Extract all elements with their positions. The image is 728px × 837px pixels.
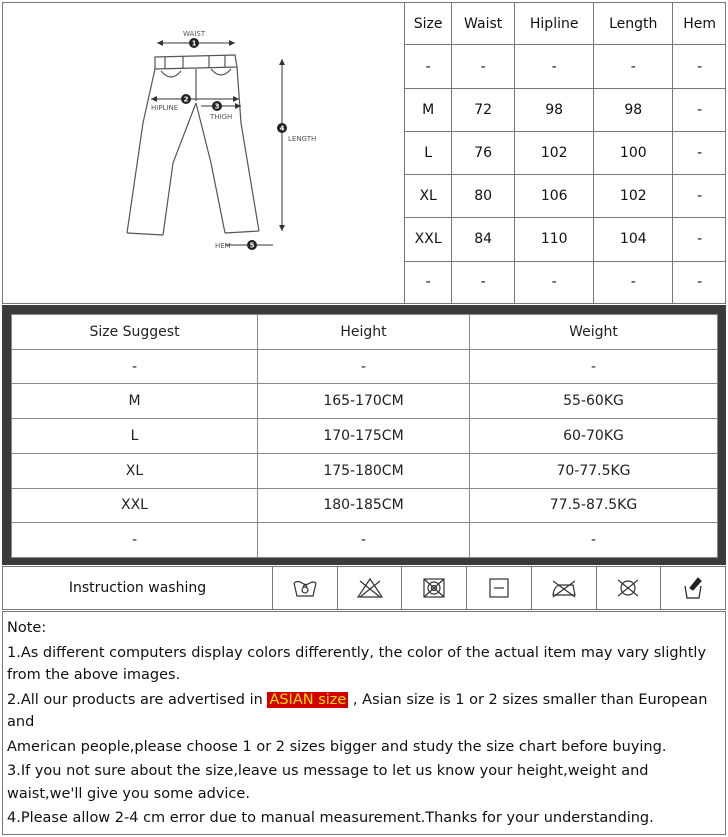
table-cell: - — [673, 218, 726, 261]
table-cell: 102 — [515, 131, 594, 174]
table-cell: - — [452, 261, 515, 303]
pants-measurement-diagram — [3, 3, 405, 303]
table-cell: 102 — [594, 175, 673, 218]
header-height: Height — [258, 315, 470, 350]
size-measurement-table — [405, 3, 726, 303]
table-cell: - — [258, 523, 470, 558]
no-tumble-dry-icon — [402, 567, 467, 609]
table-cell: 170-175CM — [258, 419, 470, 454]
header-size: Size — [405, 3, 452, 45]
table-row — [12, 488, 718, 523]
table-cell: M — [405, 88, 452, 131]
note-3: 3.If you not sure about the size,leave us message to let us know your height,weight and waist,we'll give you some advice. — [7, 763, 649, 802]
table-row — [405, 261, 726, 303]
marker-3: 3 — [214, 102, 220, 111]
table-cell: 100 — [594, 131, 673, 174]
washing-instructions-row — [2, 566, 726, 610]
no-bleach-icon — [338, 567, 403, 609]
header-size-suggest: Size Suggest — [12, 315, 258, 350]
line-dry-icon — [467, 567, 532, 609]
size-chart-panel — [2, 2, 726, 304]
table-cell: - — [515, 45, 594, 88]
table-cell: 70-77.5KG — [470, 453, 718, 488]
header-length: Length — [594, 3, 673, 45]
table-row — [405, 175, 726, 218]
table-cell: 60-70KG — [470, 419, 718, 454]
label-length: LENGTH — [288, 135, 317, 143]
no-dry-clean-icon — [597, 567, 662, 609]
table-cell: L — [405, 131, 452, 174]
table-cell: - — [594, 45, 673, 88]
table-row — [12, 419, 718, 454]
table-row — [405, 45, 726, 88]
hand-wash-icon — [273, 567, 338, 609]
size-suggest-frame — [11, 314, 718, 558]
table-cell: 77.5-87.5KG — [470, 488, 718, 523]
table-cell: L — [12, 419, 258, 454]
table-cell: - — [12, 523, 258, 558]
table-row — [405, 131, 726, 174]
table-cell: XL — [405, 175, 452, 218]
note-2-continued: American people,please choose 1 or 2 sizes bigger and study the size chart before buying. — [7, 738, 667, 755]
table-cell: M — [12, 384, 258, 419]
note-4: 4.Please allow 2-4 cm error due to manual measurement.Thanks for your understanding. — [7, 810, 654, 826]
table-cell: - — [594, 261, 673, 303]
table-cell: - — [405, 45, 452, 88]
no-iron-icon — [532, 567, 597, 609]
table-cell: - — [673, 88, 726, 131]
label-waist: WAIST — [183, 30, 206, 38]
header-hem: Hem — [673, 3, 726, 45]
notes-section — [2, 611, 726, 835]
table-header-row — [12, 315, 718, 350]
table-cell: 80 — [452, 175, 515, 218]
table-cell: 72 — [452, 88, 515, 131]
table-cell: 175-180CM — [258, 453, 470, 488]
marker-5: 5 — [249, 241, 255, 250]
table-cell: 76 — [452, 131, 515, 174]
table-cell: XXL — [12, 488, 258, 523]
size-suggest-table — [11, 314, 718, 558]
table-cell: - — [673, 261, 726, 303]
table-cell: - — [673, 45, 726, 88]
table-row — [405, 88, 726, 131]
washing-label: Instruction washing — [3, 567, 273, 609]
header-hipline: Hipline — [515, 3, 594, 45]
table-row — [12, 453, 718, 488]
table-cell: - — [515, 261, 594, 303]
marker-1: 1 — [191, 39, 197, 48]
size-suggest-panel — [2, 305, 726, 565]
header-weight: Weight — [470, 315, 718, 350]
table-row — [405, 218, 726, 261]
marker-4: 4 — [279, 124, 285, 133]
table-cell: 106 — [515, 175, 594, 218]
table-cell: - — [405, 261, 452, 303]
table-header-row — [405, 3, 726, 45]
table-cell: 165-170CM — [258, 384, 470, 419]
header-waist: Waist — [452, 3, 515, 45]
table-cell: - — [470, 349, 718, 384]
table-row — [12, 384, 718, 419]
table-cell: 180-185CM — [258, 488, 470, 523]
table-cell: 98 — [515, 88, 594, 131]
label-thigh: THIGH — [210, 113, 233, 121]
table-cell: XL — [12, 453, 258, 488]
ironing-icon — [661, 567, 725, 609]
table-row — [12, 349, 718, 384]
table-cell: 104 — [594, 218, 673, 261]
table-cell: XXL — [405, 218, 452, 261]
table-cell: - — [470, 523, 718, 558]
table-cell: 84 — [452, 218, 515, 261]
label-hipline: HIPLINE — [151, 104, 179, 112]
table-cell: - — [673, 131, 726, 174]
table-cell: 98 — [594, 88, 673, 131]
note-2-prefix: 2.All our products are advertised in — [7, 691, 268, 708]
notes-title: Note: — [7, 620, 47, 636]
table-cell: 55-60KG — [470, 384, 718, 419]
marker-2: 2 — [183, 95, 189, 104]
table-cell: - — [673, 175, 726, 218]
table-cell: - — [12, 349, 258, 384]
table-row — [12, 523, 718, 558]
note-2 — [7, 689, 721, 734]
table-cell: 110 — [515, 218, 594, 261]
asian-size-highlight: ASIAN size — [269, 691, 347, 708]
table-cell: - — [258, 349, 470, 384]
table-cell: - — [452, 45, 515, 88]
pants-illustration — [3, 3, 405, 303]
label-hem: HEM — [215, 242, 231, 250]
note-1: 1.As different computers display colors differently, the color of the actual item may vary slightly from the above images. — [7, 644, 707, 683]
note-2-suffix: , Asian size is 1 or 2 sizes smaller than European and — [7, 691, 708, 730]
